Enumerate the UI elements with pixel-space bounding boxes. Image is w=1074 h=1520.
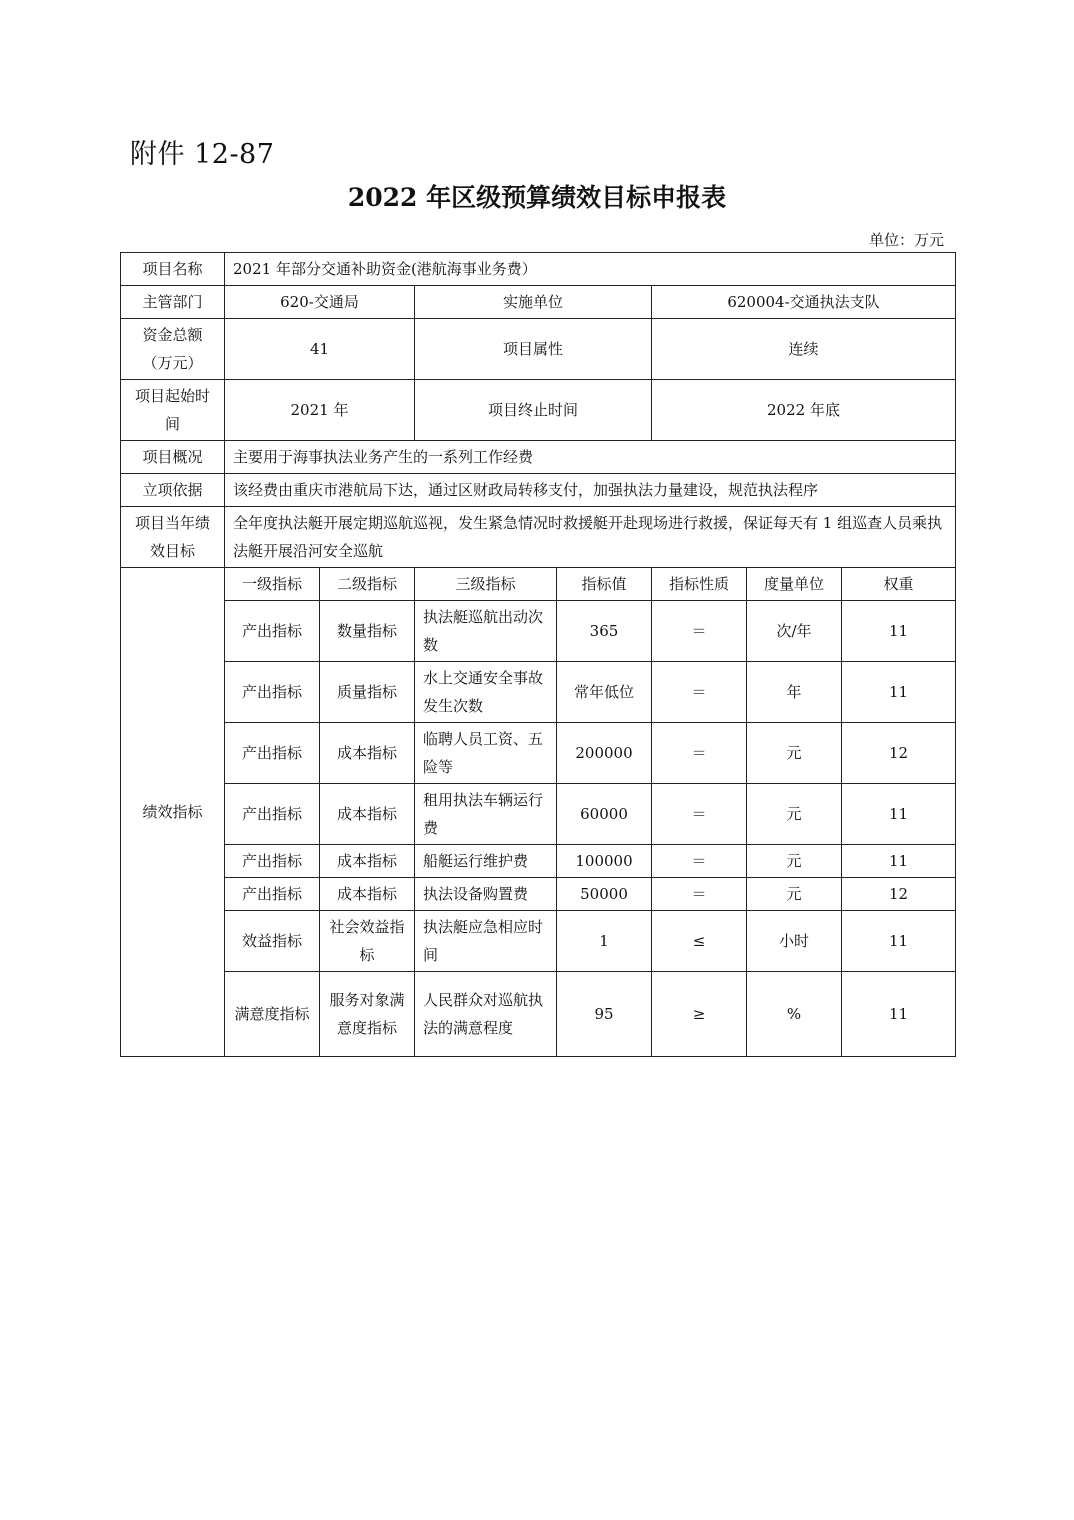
indicator-unit: 次/年 [747,601,842,662]
indicator-weight: 11 [842,601,956,662]
indicator-unit: 年 [747,662,842,723]
header-level3: 三级指标 [415,568,557,601]
budget-performance-table [120,252,956,1057]
indicator-value: 1 [557,911,652,972]
indicator-level3: 执法设备购置费 [415,878,557,911]
row-goal [121,507,956,568]
goal-value: 全年度执法艇开展定期巡航巡视，发生紧急情况时救援艇开赴现场进行救援，保证每天有 1 组巡查人员乘执法艇开展沿河安全巡航 [225,507,956,568]
fund-label: 资金总额（万元） [121,319,225,380]
indicator-level2: 成本指标 [320,845,415,878]
indicator-weight: 11 [842,845,956,878]
unit-note: 单位：万元 [868,231,944,249]
attr-value: 连续 [652,319,956,380]
indicator-level2: 服务对象满意度指标 [320,972,415,1057]
indicator-weight: 11 [842,972,956,1057]
indicator-level1: 满意度指标 [225,972,320,1057]
indicator-level2: 社会效益指标 [320,911,415,972]
indicator-value: 95 [557,972,652,1057]
indicator-nature: ≤ [652,911,747,972]
start-label: 项目起始时间 [121,380,225,441]
row-overview [121,441,956,474]
project-name-label: 项目名称 [121,253,225,286]
indicator-nature: ＝ [652,845,747,878]
project-name-value: 2021 年部分交通补助资金(港航海事业务费） [225,253,956,286]
indicator-value: 50000 [557,878,652,911]
indicator-unit: 小时 [747,911,842,972]
indicator-level2: 成本指标 [320,878,415,911]
indicator-nature: ＝ [652,601,747,662]
goal-label: 项目当年绩效目标 [121,507,225,568]
overview-label: 项目概况 [121,441,225,474]
table-row [121,662,956,723]
indicator-value: 365 [557,601,652,662]
impl-label: 实施单位 [415,286,652,319]
start-value: 2021 年 [225,380,415,441]
indicator-level1: 产出指标 [225,845,320,878]
indicator-header-row [121,568,956,601]
header-nature: 指标性质 [652,568,747,601]
indicator-value: 常年低位 [557,662,652,723]
indicator-level3: 执法艇巡航出动次数 [415,601,557,662]
indicator-level3: 水上交通安全事故发生次数 [415,662,557,723]
indicator-weight: 11 [842,784,956,845]
attr-label: 项目属性 [415,319,652,380]
indicator-nature: ＝ [652,662,747,723]
table-row [121,723,956,784]
indicator-nature: ＝ [652,784,747,845]
indicator-level3: 执法艇应急相应时间 [415,911,557,972]
indicator-nature: ≥ [652,972,747,1057]
indicator-weight: 12 [842,878,956,911]
attachment-number: 附件 12-87 [130,139,275,170]
table-row [121,845,956,878]
row-department [121,286,956,319]
indicators-section-label: 绩效指标 [121,568,225,1057]
indicator-level3: 船艇运行维护费 [415,845,557,878]
table-row [121,972,956,1057]
indicator-value: 100000 [557,845,652,878]
indicator-level1: 产出指标 [225,601,320,662]
indicator-level2: 质量指标 [320,662,415,723]
indicator-level3: 临聘人员工资、五险等 [415,723,557,784]
basis-label: 立项依据 [121,474,225,507]
header-value: 指标值 [557,568,652,601]
indicator-nature: ＝ [652,723,747,784]
indicator-unit: 元 [747,784,842,845]
table-row [121,878,956,911]
end-value: 2022 年底 [652,380,956,441]
indicator-level2: 数量指标 [320,601,415,662]
indicator-level1: 产出指标 [225,662,320,723]
overview-value: 主要用于海事执法业务产生的一系列工作经费 [225,441,956,474]
indicator-weight: 11 [842,911,956,972]
row-project-name [121,253,956,286]
form-title: 2022 年区级预算绩效目标申报表 [347,183,727,212]
table-row [121,911,956,972]
dept-value: 620-交通局 [225,286,415,319]
indicator-level1: 产出指标 [225,878,320,911]
fund-value: 41 [225,319,415,380]
indicator-level2: 成本指标 [320,723,415,784]
row-period [121,380,956,441]
row-basis [121,474,956,507]
basis-value: 该经费由重庆市港航局下达，通过区财政局转移支付，加强执法力量建设，规范执法程序 [225,474,956,507]
indicator-level3: 租用执法车辆运行费 [415,784,557,845]
indicator-unit: % [747,972,842,1057]
indicator-value: 200000 [557,723,652,784]
indicator-level3: 人民群众对巡航执法的满意程度 [415,972,557,1057]
indicator-weight: 11 [842,662,956,723]
indicator-value: 60000 [557,784,652,845]
impl-value: 620004-交通执法支队 [652,286,956,319]
indicator-weight: 12 [842,723,956,784]
indicator-unit: 元 [747,723,842,784]
indicator-level1: 产出指标 [225,784,320,845]
header-level2: 二级指标 [320,568,415,601]
header-level1: 一级指标 [225,568,320,601]
indicator-unit: 元 [747,845,842,878]
indicator-level1: 产出指标 [225,723,320,784]
indicator-nature: ＝ [652,878,747,911]
header-unit: 度量单位 [747,568,842,601]
row-fund [121,319,956,380]
end-label: 项目终止时间 [415,380,652,441]
header-weight: 权重 [842,568,956,601]
table-row [121,601,956,662]
indicator-unit: 元 [747,878,842,911]
table-row [121,784,956,845]
indicator-level2: 成本指标 [320,784,415,845]
dept-label: 主管部门 [121,286,225,319]
indicator-level1: 效益指标 [225,911,320,972]
